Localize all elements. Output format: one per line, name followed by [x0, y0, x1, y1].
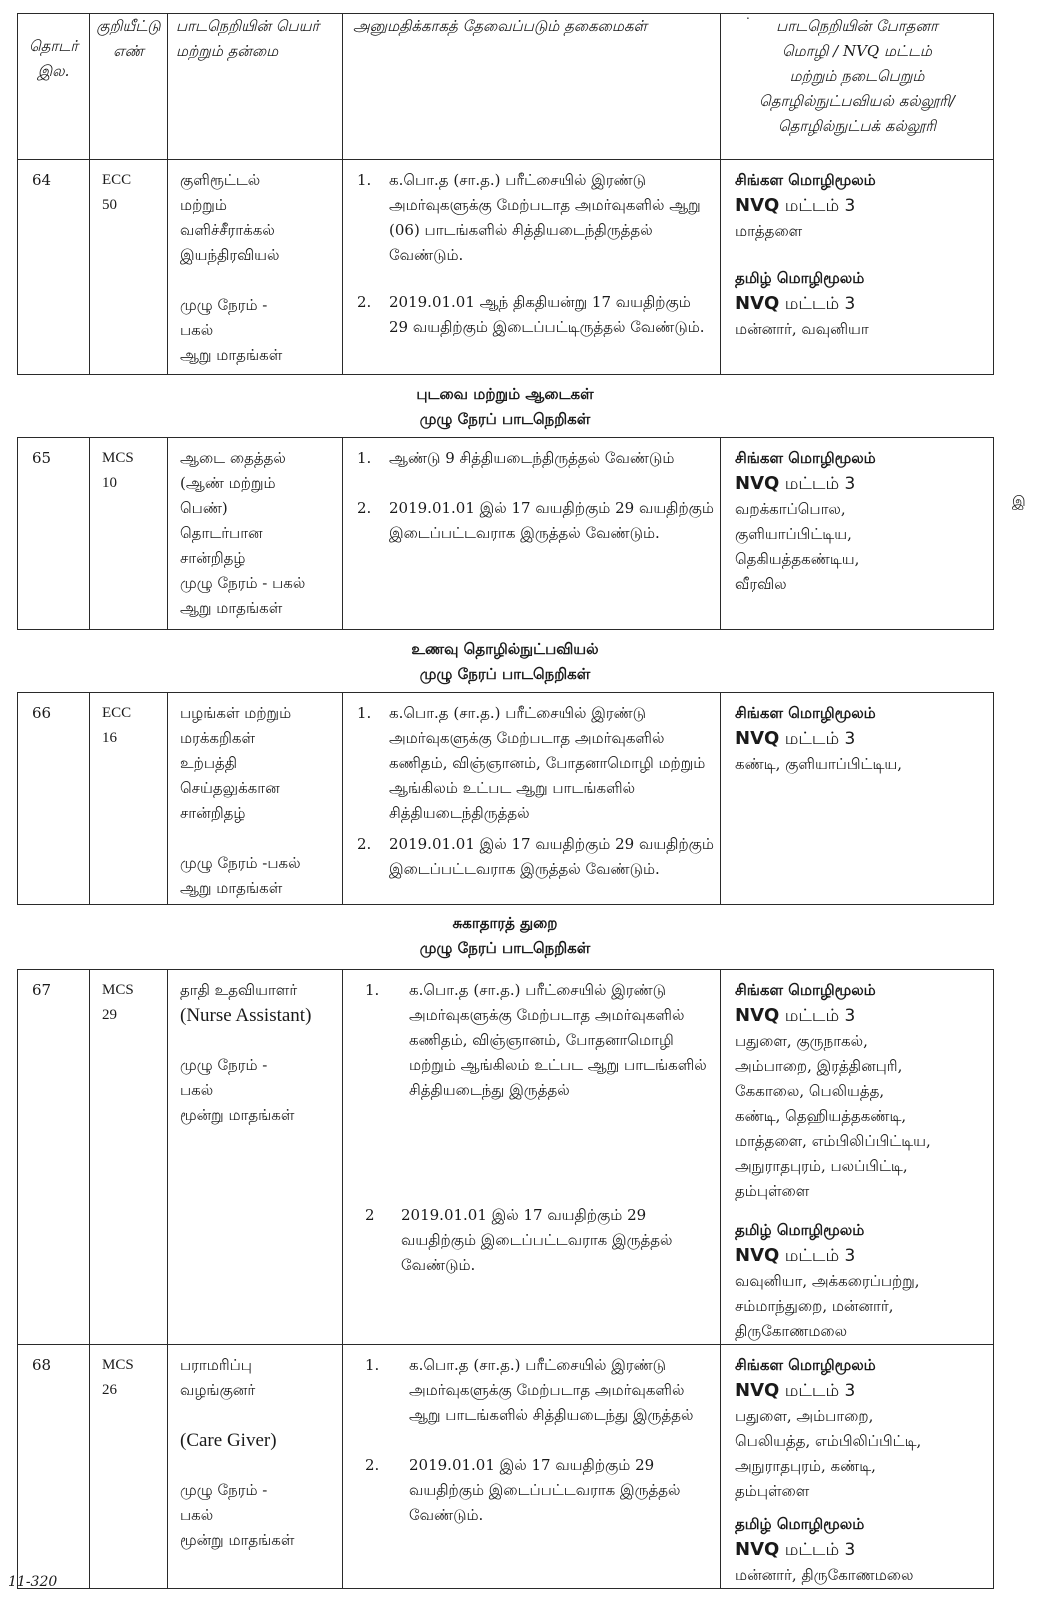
serial-number: 68 [18, 1345, 90, 1589]
course-code: ECC 50 [90, 160, 168, 375]
qualifications: 1. க.பொ.த (சா.த.) பரீட்சையில் இரண்டு அமர்வுகளுக்கு மேற்படாத அமர்வுகளில் ஆறு பாடங்களில் சித்தியடைந்து இருத்தல் 2. 2019.01.01 இல் 17 வயதிற்கும் 29 வயதிற்கும் இடைப்பட்டவராக இருத்தல் வேண்டும். [343, 1345, 721, 1589]
table-row-68 [18, 1345, 994, 1589]
margin-mark: இ [1012, 494, 1026, 510]
course-name: பராமரிப்பு வழங்குனர் (Care Giver) முழு நேரம் - பகல் மூன்று மாதங்கள் [168, 1345, 343, 1589]
header-serial-no: தொடர் இல. [18, 14, 90, 160]
course-name: குளிரூட்டல் மற்றும் வளிச்சீராக்கல் இயந்திரவியல் முழு நேரம் - பகல் ஆறு மாதங்கள் [168, 160, 343, 375]
course-code: ECC 16 [90, 693, 168, 905]
course-code: MCS 10 [90, 438, 168, 630]
qualifications: 1. க.பொ.த (சா.த.) பரீட்சையில் இரண்டு அமர்வுகளுக்கு மேற்படாத அமர்வுகளில் ஆறு (06) பாடங்களில் சித்தியடைந்திருத்தல் வேண்டும். 2. 2019.01.01 ஆந் திகதியன்று 17 வயதிற்கும் 29 வயதிற்கும் இடைப்பட்டிருத்தல் வேண்டும். [343, 160, 721, 375]
serial-number: 66 [18, 693, 90, 905]
serial-number: 67 [18, 970, 90, 1345]
course-code: MCS 29 [90, 970, 168, 1345]
table-part-3 [17, 692, 994, 905]
language-and-college: சிங்கள மொழிமூலம் NVQ மட்டம் 3 வறக்காப்பொல, குளியாப்பிட்டிய, தெகியத்தகண்டிய, வீரவில [721, 438, 994, 630]
table-row-67 [18, 970, 994, 1345]
section-heading-textile: புடவை மற்றும் ஆடைகள் முழு நேரப் பாடநெறிகள் [416, 385, 594, 428]
qualifications: 1. க.பொ.த (சா.த.) பரீட்சையில் இரண்டு அமர்வுகளுக்கு மேற்படாத அமர்வுகளில் கணிதம், விஞ்ஞானம், போதனாமொழி மற்றும் ஆங்கிலம் உட்பட ஆறு பாடங்களில் சித்தியடைந்திருத்தல் 2. 2019.01.01 இல் 17 வயதிற்கும் 29 வயதிற்கும் இடைப்பட்டவராக இருத்தல் வேண்டும். [343, 693, 721, 905]
table-part-1 [17, 13, 994, 375]
table-part-4 [17, 969, 994, 1589]
language-and-college: சிங்கள மொழிமூலம் NVQ மட்டம் 3 பதுளை, குருநாகல், அம்பாறை, இரத்தினபுரி, கேகாலை, பெலியத்த, கண்டி, தெஹியத்தகண்டி, மாத்தளை, எம்பிலிப்பிட்டிய, அநுராதபுரம், பலப்பிட்டி, தம்புள்ளை தமிழ் மொழிமூலம் NVQ மட்டம் 3 வவுனியா, அக்கரைப்பற்று, சம்மாந்துறை, மன்னார், திருகோணமலை [721, 970, 994, 1345]
course-name: ஆடை தைத்தல் (ஆண் மற்றும் பெண்) தொடர்பான சான்றிதழ் முழு நேரம் - பகல் ஆறு மாதங்கள் [168, 438, 343, 630]
serial-number: 64 [18, 160, 90, 375]
qualifications: 1. க.பொ.த (சா.த.) பரீட்சையில் இரண்டு அமர்வுகளுக்கு மேற்படாத அமர்வுகளில் கணிதம், விஞ்ஞானம், போதனாமொழி மற்றும் ஆங்கிலம் உட்பட ஆறு பாடங்களில் சித்தியடைந்து இருத்தல் 2 2019.01.01 இல் 17 வயதிற்கும் 29 வயதிற்கும் இடைப்பட்டவராக இருத்தல் வேண்டும். [343, 970, 721, 1345]
header-language-nvq: பாடநெறியின் போதனா மொழி / NVQ மட்டம் மற்றும் நடைபெறும் தொழில்நுட்பவியல் கல்லூரி/ தொழில்நுட்பக் கல்லூரி [721, 14, 994, 160]
header-qualifications: அனுமதிக்காகத் தேவைப்படும் தகைமைகள் [343, 14, 721, 160]
qualifications: 1. ஆண்டு 9 சித்தியடைந்திருத்தல் வேண்டும் 2. 2019.01.01 இல் 17 வயதிற்கும் 29 வயதிற்கும் இடைப்பட்டவராக இருத்தல் வேண்டும். [343, 438, 721, 630]
course-name: பழங்கள் மற்றும் மரக்கறிகள் உற்பத்தி செய்தலுக்கான சான்றிதழ் முழு நேரம் -பகல் ஆறு மாதங்கள் [168, 693, 343, 905]
section-heading-food: உணவு தொழில்நுட்பவியல் முழு நேரப் பாடநெறிகள் [411, 640, 599, 683]
course-code: MCS 26 [90, 1345, 168, 1589]
page-footer-code: 11-320 [8, 1574, 58, 1590]
language-and-college: சிங்கள மொழிமூலம் NVQ மட்டம் 3 பதுளை, அம்பாறை, பெலியத்த, எம்பிலிப்பிட்டி, அநுராதபுரம், கண்டி, தம்புள்ளை தமிழ் மொழிமூலம் NVQ மட்டம் 3 மன்னார், திருகோணமலை [721, 1345, 994, 1589]
header-code: குறியீட்டு எண் [90, 14, 168, 160]
table-row-65 [18, 438, 994, 630]
serial-number: 65 [18, 438, 90, 630]
section-heading-health: சுகாதாரத் துறை முழு நேரப் பாடநெறிகள் [419, 914, 591, 957]
table-header-row [18, 14, 994, 160]
course-name: தாதி உதவியாளர் (Nurse Assistant) முழு நேரம் - பகல் மூன்று மாதங்கள் [168, 970, 343, 1345]
table-row-66 [18, 693, 994, 905]
language-and-college: சிங்கள மொழிமூலம் NVQ மட்டம் 3 கண்டி, குளியாப்பிட்டிய, [721, 693, 994, 905]
language-and-college: சிங்கள மொழிமூலம் NVQ மட்டம் 3 மாத்தளை தமிழ் மொழிமூலம் NVQ மட்டம் 3 மன்னார், வவுனியா [721, 160, 994, 375]
header-course-name: பாடநெறியின் பெயர் மற்றும் தன்மை [168, 14, 343, 160]
table-row-64 [18, 160, 994, 375]
table-part-2 [17, 437, 994, 630]
top-dot: . [746, 8, 750, 22]
